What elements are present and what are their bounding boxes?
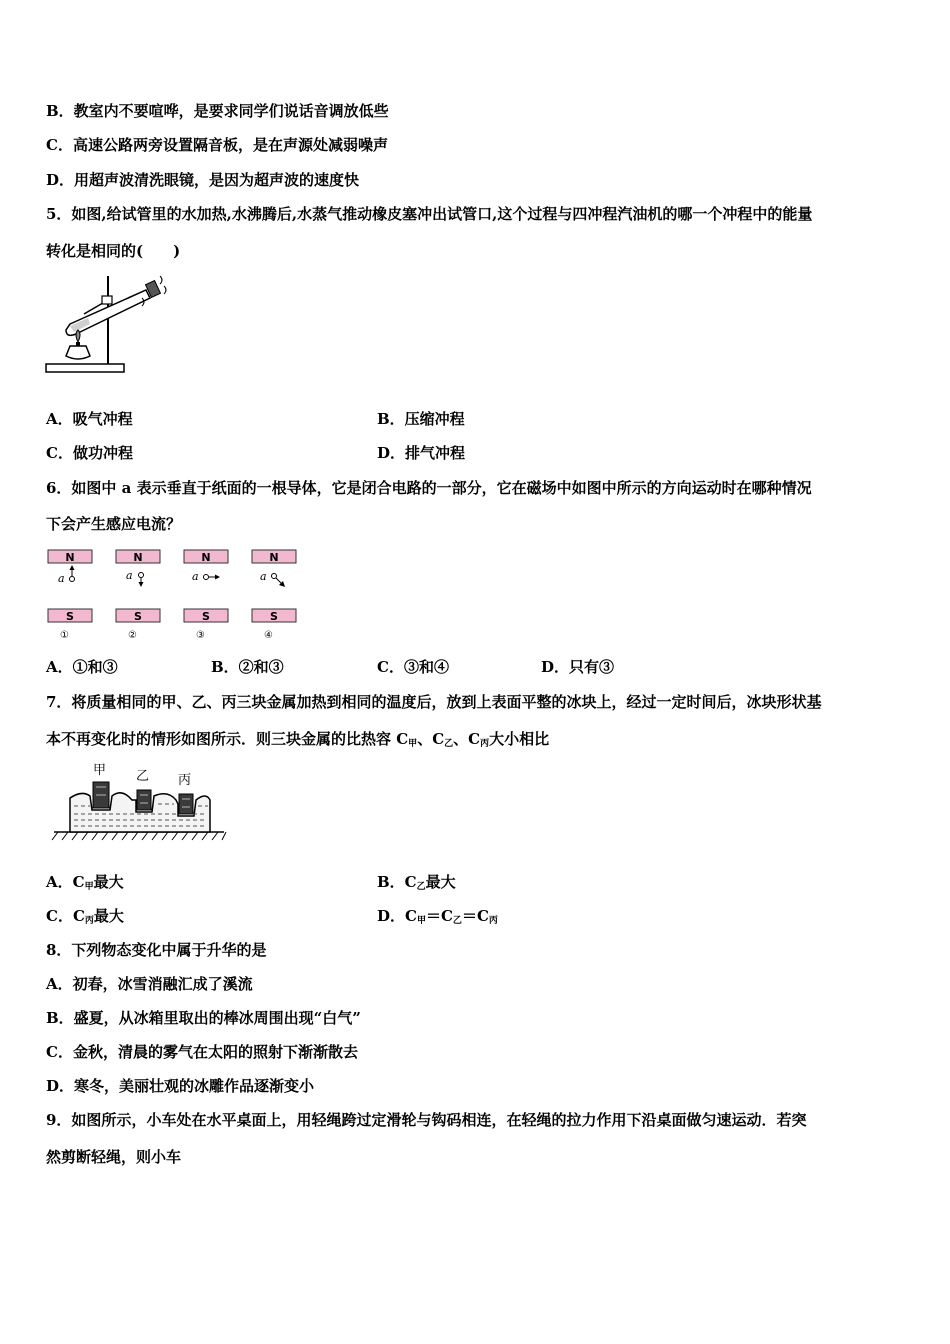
- svg-text:③: ③: [196, 630, 205, 641]
- q8-option-d: D．寒冬，美丽壮观的冰雕作品逐渐变小: [46, 1077, 315, 1095]
- svg-text:a: a: [192, 570, 199, 583]
- svg-text:S: S: [202, 610, 210, 623]
- q4-option-b: B．教室内不要喧哗，是要求同学们说话音调放低些: [46, 102, 389, 120]
- svg-text:N: N: [65, 551, 75, 564]
- q7-label-jia: 甲: [93, 763, 107, 778]
- q6-option-b: B．②和③: [211, 658, 284, 676]
- q4-option-d: D．用超声波清洗眼镜，是因为超声波的速度快: [46, 171, 360, 189]
- q9-stem-line2: 然剪断轻绳，则小车: [46, 1148, 182, 1166]
- q8-option-a: A．初春，冰雪消融汇成了溪流: [46, 975, 253, 993]
- q7-option-b: B．$C_乙$最大: [377, 873, 456, 892]
- q7-stem-line2: 本不再变化时的情形如图所示．则三块金属的比热容 $C_甲$、$C_乙$、$C_丙$大小相比: [46, 730, 550, 749]
- q7-stem-line1: 7．将质量相同的甲、乙、丙三块金属加热到相同的温度后，放到上表面平整的冰块上，经过一定时间后，冰块形状基: [46, 693, 822, 711]
- q7-ice-block-figure: [50, 760, 230, 846]
- q7-label-yi: 乙: [136, 769, 150, 784]
- q7-option-c: C．$C_丙$最大: [46, 907, 124, 926]
- q6-panel-3: [184, 550, 228, 641]
- svg-text:S: S: [134, 610, 142, 623]
- svg-text:④: ④: [264, 630, 273, 641]
- q5-option-d: D．排气冲程: [377, 444, 466, 462]
- svg-text:N: N: [201, 551, 211, 564]
- q6-stem-line2: 下会产生感应电流？: [46, 515, 182, 533]
- q7-option-d: D．$C_甲=C_乙=C_丙$: [377, 907, 498, 926]
- q6-magnet-figure: [44, 546, 304, 642]
- q5-test-tube-figure: [44, 272, 174, 376]
- q6-panel-4: [252, 550, 296, 641]
- svg-text:N: N: [133, 551, 143, 564]
- q9-stem-line1: 9．如图所示，小车处在水平桌面上，用轻绳跨过定滑轮与钩码相连，在轻绳的拉力作用下沿桌面做匀速运动．若突: [46, 1111, 807, 1129]
- svg-text:a: a: [58, 572, 65, 585]
- svg-text:①: ①: [60, 630, 69, 641]
- q4-option-c: C．高速公路两旁设置隔音板，是在声源处减弱噪声: [46, 136, 388, 154]
- q8-option-b: B．盛夏，从冰箱里取出的棒冰周围出现“白气”: [46, 1009, 361, 1027]
- q8-stem: 8．下列物态变化中属于升华的是: [46, 941, 267, 959]
- q6-stem-line1: 6．如图中 a 表示垂直于纸面的一根导体，它是闭合电路的一部分，它在磁场中如图中所示的方向运动时在哪种情况: [46, 479, 812, 497]
- svg-text:S: S: [66, 610, 74, 623]
- q5-option-c: C．做功冲程: [46, 444, 133, 462]
- q5-option-b: B．压缩冲程: [377, 410, 465, 428]
- q7-option-a: A．$C_甲$最大: [46, 873, 124, 892]
- q6-option-c: C．③和④: [377, 658, 449, 676]
- q5-option-a: A．吸气冲程: [46, 410, 133, 428]
- svg-text:a: a: [126, 569, 133, 582]
- q8-option-c: C．金秋，清晨的雾气在太阳的照射下渐渐散去: [46, 1043, 358, 1061]
- q6-panel-1: [48, 550, 92, 641]
- svg-text:a: a: [260, 570, 267, 583]
- q7-label-bing: 丙: [178, 773, 192, 788]
- svg-text:N: N: [269, 551, 279, 564]
- svg-text:②: ②: [128, 630, 137, 641]
- q6-option-a: A．①和③: [46, 658, 118, 676]
- q6-option-d: D．只有③: [541, 658, 615, 676]
- q5-stem-line2: 转化是相同的( ): [46, 242, 181, 260]
- q6-panel-2: [116, 550, 160, 641]
- svg-text:S: S: [270, 610, 278, 623]
- q5-stem-line1: 5．如图,给试管里的水加热,水沸腾后,水蒸气推动橡皮塞冲出试管口,这个过程与四冲程汽油机的哪一个冲程中的能量: [46, 205, 813, 223]
